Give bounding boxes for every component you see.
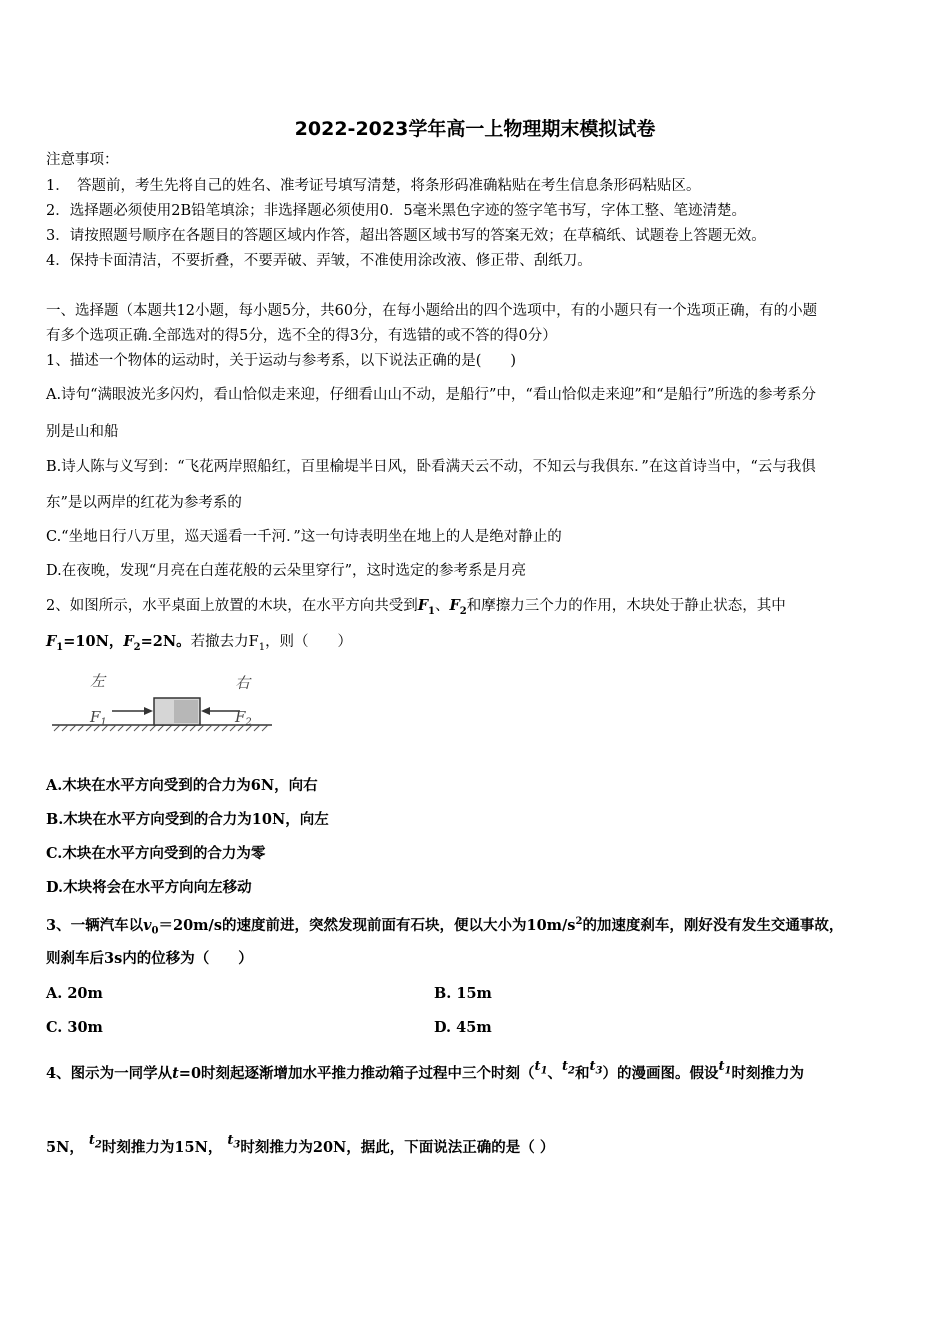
- q3-option-c: C. 30m: [46, 1019, 103, 1036]
- section-heading-line-1: 一、选择题（本题共12小题，每小题5分，共60分，在每小题给出的四个选项中，有的小题只有一个选项正确，有的小题: [46, 303, 818, 319]
- q3-stem-line-2: 则刹车后3s内的位移为（ ）: [46, 950, 253, 967]
- page-title: 2022-2023学年高一上物理期末模拟试卷: [294, 118, 656, 140]
- q4-stem-line-2: 5N， $t_2$时刻推力为15N， $t_3$时刻推力为20N，据此，下面说法正确的是（ ）: [46, 1133, 555, 1156]
- figure-f1-label: $F_1$: [90, 708, 107, 728]
- notice-heading: 注意事项：: [46, 152, 119, 168]
- q1-stem: 1、描述一个物体的运动时，关于运动与参考系，以下说法正确的是( ): [46, 353, 517, 369]
- q2-option-d: D.木块将会在水平方向向左移动: [46, 879, 252, 896]
- q2-stem-line-2: $F_1=10N$，$F_2=2N$。若撤去力$F_1$，则（ ）: [46, 633, 353, 653]
- q3-stem-line-1: 3、一辆汽车以$v_0=20m/s$的速度前进，突然发现前面有石块，便以大小为$10m/s^2$的加速度刹车，刚好没有发生交通事故，: [46, 916, 844, 937]
- q1-option-a-line-2: 别是山和船: [46, 424, 119, 440]
- q3-option-d: D. 45m: [434, 1019, 492, 1036]
- q2-block-figure: [50, 668, 280, 742]
- section-heading-line-2: 有多个选项正确.全部选对的得5分，选不全的得3分，有选错的或不答的得0分）: [46, 328, 557, 344]
- notice-item-3: 3．请按照题号顺序在各题目的答题区域内作答，超出答题区域书写的答案无效；在草稿纸、试题卷上答题无效。: [46, 228, 766, 244]
- q2-option-b: B.木块在水平方向受到的合力为10N，向左: [46, 811, 329, 828]
- q2-option-c: C.木块在水平方向受到的合力为零: [46, 845, 266, 862]
- notice-item-2: 2．选择题必须使用2B铅笔填涂；非选择题必须使用0．5毫米黑色字迹的签字笔书写，字体工整、笔迹清楚。: [46, 203, 747, 219]
- q2-option-a: A.木块在水平方向受到的合力为6N，向右: [46, 777, 318, 794]
- figure-left-label: 左: [90, 672, 106, 690]
- q4-stem-line-1: 4、图示为一同学从t=0时刻起逐渐增加水平推力推动箱子过程中三个时刻（$t_1$、$t_2$和$t_3$）的漫画图。假设$t_1$时刻推力为: [46, 1059, 804, 1082]
- q1-option-b-line-1: B.诗人陈与义写到：“飞花两岸照船红，百里榆堤半日风，卧看满天云不动，不知云与我俱东．”在这首诗当中，“云与我俱: [46, 459, 816, 475]
- figure-right-label: 右: [235, 674, 251, 692]
- q2-stem: 2、如图所示，水平桌面上放置的木块，在水平方向共受到$F_1$、$F_2$和摩擦力三个力的作用，木块处于静止状态，其中: [46, 597, 786, 617]
- q3-option-a: A. 20m: [46, 985, 103, 1002]
- q1-option-d: D.在夜晚，发现“月亮在白莲花般的云朵里穿行”，这时选定的参考系是月亮: [46, 563, 527, 579]
- notice-item-4: 4．保持卡面清洁，不要折叠，不要弄破、弄皱，不准使用涂改液、修正带、刮纸刀。: [46, 253, 592, 269]
- q1-option-b-line-2: 东”是以两岸的红花为参考系的: [46, 495, 242, 511]
- q1-option-c: C.“坐地日行八万里，巡天遥看一千河．”这一句诗表明坐在地上的人是绝对静止的: [46, 529, 562, 545]
- figure-f2-label: $F_2$: [235, 708, 252, 728]
- notice-item-1: 1． 答题前，考生先将自己的姓名、准考证号填写清楚，将条形码准确粘贴在考生信息条形码粘贴区。: [46, 178, 701, 194]
- q1-option-a-line-1: A.诗句“满眼波光多闪灼，看山恰似走来迎，仔细看山山不动，是船行”中，“看山恰似走来迎”和“是船行”所选的参考系分: [46, 387, 817, 403]
- q3-option-b: B. 15m: [434, 985, 492, 1002]
